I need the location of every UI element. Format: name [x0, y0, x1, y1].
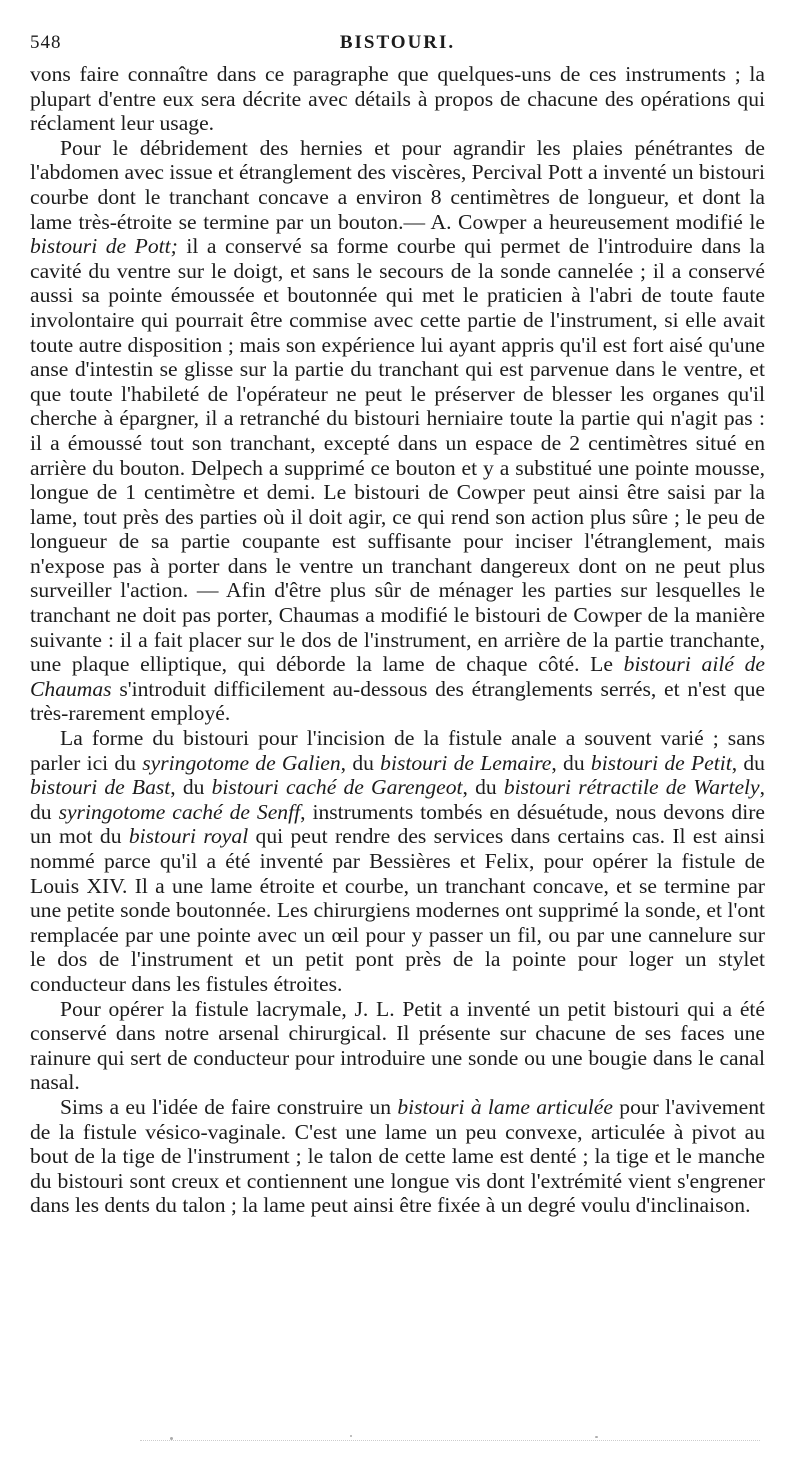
scan-speck [170, 1437, 173, 1440]
italic-term: bistouri royal [128, 824, 249, 849]
text-run: Sims a eu l'idée de faire construire un [60, 1094, 398, 1119]
italic-term: bistouri ailé de Chaumas [30, 652, 765, 701]
text-run: vons faire connaître dans ce paragraphe que quelques-uns de ces instruments ; la plupart d'entre eux sera décrite avec détails à propos de chacune des opérations qui réclament leur usage. [30, 62, 765, 136]
running-title: BISTOURI. [339, 32, 456, 53]
text-run: , du [340, 750, 381, 775]
text-run: pour l'avivement de la fistule vésico-vaginale. C'est une lame un peu convexe, articulée à pivot au bout de la tige de l'instrument ; le talon de cette lame est denté ; la tige et le manche du bistouri sont creux et contiennent une longue vis dont l'extrémité vient s'engrener dans les dents du talon ; la lame peut ainsi être fixée à un degré voulu d'inclinaison. [30, 1094, 765, 1218]
paragraph [30, 997, 765, 1095]
italic-term: bistouri rétractile de Wartely [503, 775, 760, 800]
scan-speck [595, 1436, 598, 1438]
text-run: , du [170, 775, 212, 800]
paragraph [30, 136, 765, 726]
text-run: , du [462, 775, 504, 800]
italic-term: bistouri caché de Garengeot [211, 775, 463, 800]
text-run: , instruments tombés en désuétude, nous devons dire un mot du [30, 799, 765, 849]
italic-term: syringotome de Galien [142, 750, 341, 775]
text-run: , du [731, 750, 765, 775]
text-run: s'introduit difficilement au-dessous des étranglements serrés, et n'est que très-rarement employé. [30, 676, 765, 726]
paragraph [30, 62, 765, 136]
text-run: , du [551, 750, 591, 775]
italic-term: bistouri de Pott; [30, 234, 178, 259]
text-run: , du [30, 775, 766, 824]
scan-specks [140, 1440, 760, 1445]
italic-term: bistouri de Petit [590, 750, 732, 775]
book-page [30, 28, 765, 1218]
paragraph [30, 1095, 765, 1218]
text-run: Pour le débridement des hernies et pour agrandir les plaies pénétrantes de l'abdomen avec issue et étranglement des viscères, Percival Pott a inventé un bistouri courbe dont le tranchant concave a environ 8 centimètres de longueur, et dont la lame très-étroite se termine par un bouton.— A. Cowper a heureusement modifié le [30, 135, 765, 234]
text-run: La forme du bistouri pour l'incision de la fistule anale a souvent varié ; sans parler ici du [30, 726, 765, 775]
italic-term: bistouri de Lemaire [380, 750, 552, 775]
page-number: 548 [30, 32, 62, 53]
italic-term: syringotome caché de Senff [58, 799, 301, 824]
italic-term: bistouri de Bast [30, 775, 171, 800]
paragraph [30, 726, 765, 997]
italic-term: bistouri à lame articulée [397, 1094, 613, 1119]
text-run: il a conservé sa forme courbe qui permet de l'introduire dans la cavité du ventre sur le doigt, et sans le secours de la sonde cannelée ; il a conservé aussi sa pointe émoussée et boutonnée qui met le praticien à l'abri de toute faute involontaire qui pourrait être commise avec cette partie de l'instrument, si elle avait toute autre disposition ; mais son expérience lui ayant appris qu'il est fort aisé qu'une anse d'intestin se glisse sur la partie du tranchant qui est parvenue dans le ventre, et que toute l'habileté de l'opérateur ne peut le préserver de blesser les organes qu'il cherche à épargner, il a retranché du bistouri herniaire toute la partie qui n'agit pas : il a émoussé tout son tranchant, excepté dans un espace de 2 centimètres situé en arrière du bouton. Delpech a supprimé ce bouton et y a substitué une pointe mousse, longue de 1 centimètre et demi. Le bistouri de Cowper peut ainsi être saisi par la lame, tout près des parties où il doit agir, ce qui rend son action plus sûre ; le peu de longueur de sa partie coupante est suffisante pour inciser l'étranglement, mais n'expose pas à porter dans le ventre un tranchant dangereux dont on ne peut plus surveiller l'action. — Afin d'être plus sûr de ménager les parties sur lesquelles le tranchant ne doit pas porter, Chaumas a modifié le bistouri de Cowper de la manière suivante : il a fait placer sur le dos de l'instrument, en arrière de la partie tranchante, une plaque elliptique, qui déborde la lame de chaque côté. Le [30, 234, 765, 677]
text-run: qui peut rendre des services dans certains cas. Il est ainsi nommé parce qu'il a été inventé par Bessières et Felix, pour opérer la fistule de Louis XIV. Il a une lame étroite et courbe, un tranchant concave, et se termine par une petite sonde boutonnée. Les chirurgiens modernes ont supprimé la sonde, et l'ont remplacée par une pointe avec un œil pour y passer un fil, ou par une cannelure sur le dos de l'instrument et un petit pont près de la pointe pour loger un stylet conducteur dans les fistules étroites. [30, 824, 766, 996]
running-head [30, 28, 765, 62]
text-run: Pour opérer la fistule lacrymale, J. L. Petit a inventé un petit bistouri qui a été conservé dans notre arsenal chirurgical. Il présente sur chacune de ses faces une rainure qui sert de conducteur pour introduire une sonde ou une bougie dans le canal nasal. [30, 996, 765, 1095]
scan-speck [350, 1435, 352, 1437]
body-text [30, 62, 765, 1218]
